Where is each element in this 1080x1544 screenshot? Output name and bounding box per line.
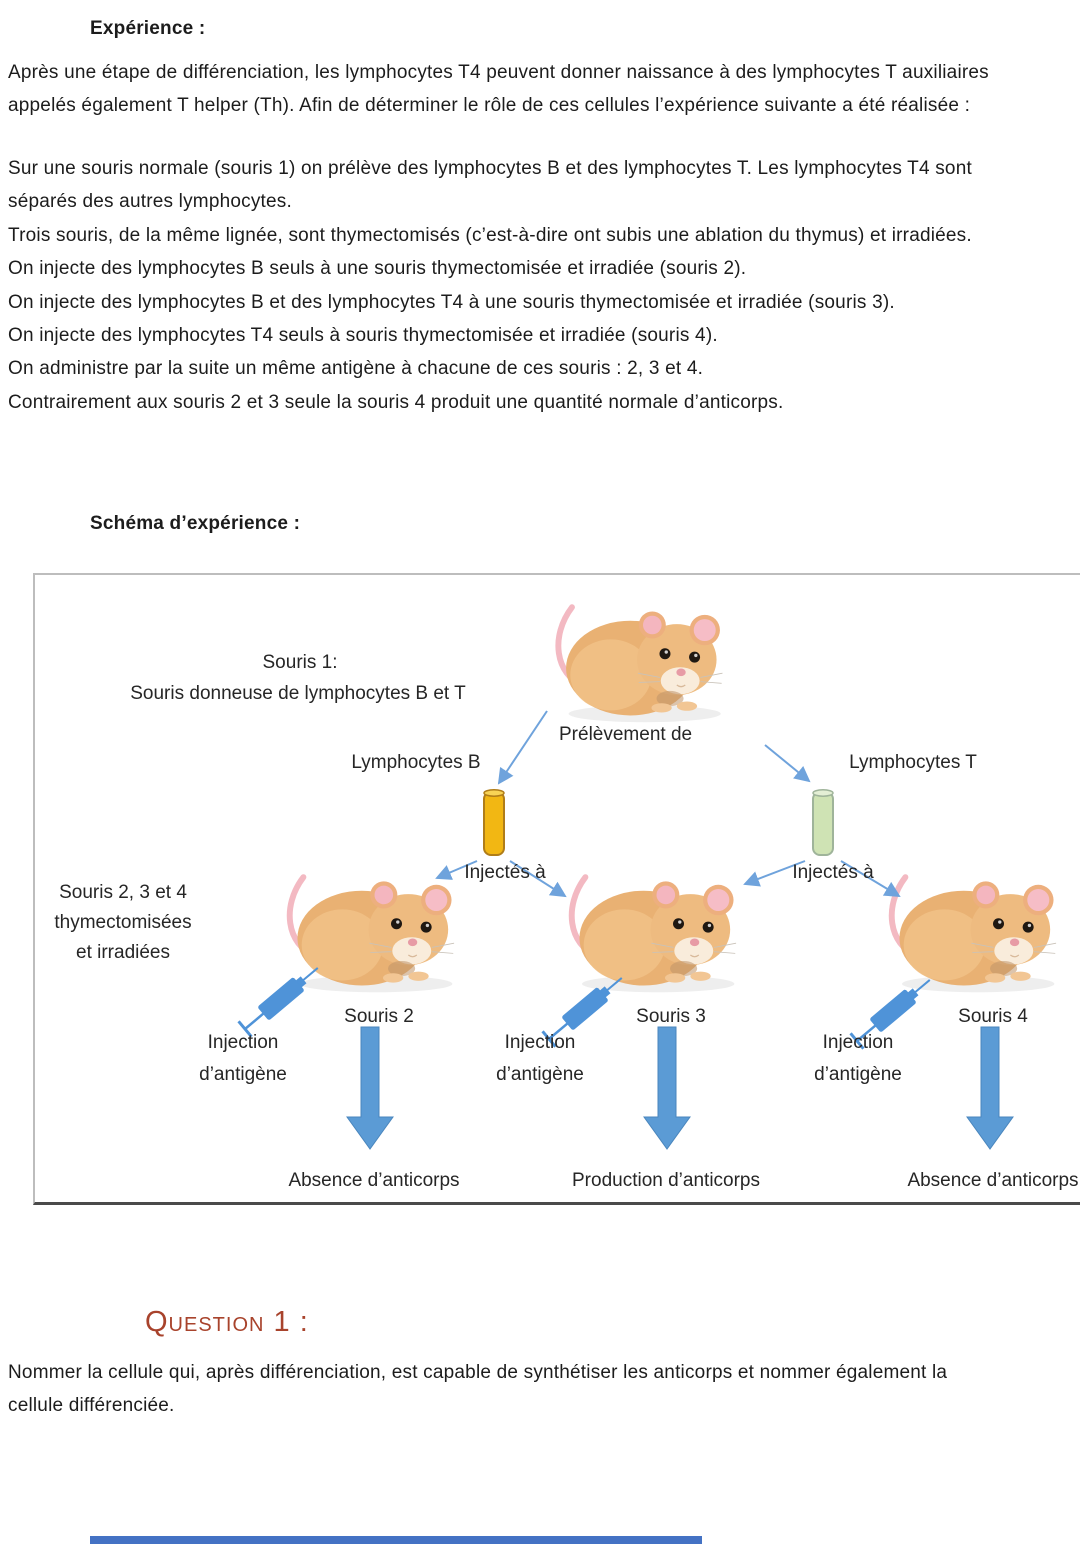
injection-antigene-label-left	[199, 1027, 287, 1091]
text-line: et irradiées	[76, 942, 170, 963]
intro-paragraph	[8, 56, 989, 123]
result-souris4-label: Absence d’anticorps	[907, 1170, 1079, 1191]
text-line: On administre par la suite un même antigène à chacune de ces souris : 2, 3 et 4.	[8, 358, 704, 380]
transfer-arrow-to-tube-t	[765, 745, 809, 781]
text-line: thymectomisées	[54, 912, 192, 933]
text-line: appelés également T helper (Th). Afin de déterminer le rôle de ces cellules l’expérience suivante a été réalisée :	[8, 95, 971, 117]
prelevement-label: Prélèvement de	[559, 724, 693, 745]
text-line: Nommer la cellule qui, après différenciation, est capable de synthétiser les anticorps et nommer également la	[8, 1362, 948, 1383]
souris1-title: Souris 1:	[262, 652, 338, 673]
transfer-arrow-to-tube-b	[499, 711, 547, 783]
souris4-label: Souris 4	[958, 1006, 1028, 1027]
experiment-paragraph	[8, 152, 972, 419]
injectes-a-label-right: Injectés à	[792, 862, 874, 883]
souris1-subtitle: Souris donneuse de lymphocytes B et T	[130, 683, 466, 704]
bottom-blue-bar	[90, 1536, 702, 1544]
souris3-label: Souris 3	[636, 1006, 706, 1027]
result-souris3-label: Production d’anticorps	[572, 1170, 760, 1191]
schema-illustration	[35, 575, 1080, 1202]
schema-heading: Schéma d’expérience :	[90, 513, 301, 534]
text-line: cellule différenciée.	[8, 1395, 175, 1417]
text-line: d’antigène	[199, 1064, 287, 1085]
test-tube-lymphocytes-b	[484, 790, 504, 855]
group-souris-234-label	[54, 878, 191, 968]
text-line: On injecte des lymphocytes B seuls à une souris thymectomisée et irradiée (souris 2).	[8, 258, 747, 280]
text-line: d’antigène	[814, 1064, 902, 1085]
text-line: Injection	[207, 1032, 279, 1053]
result-arrow-souris-2	[347, 1027, 393, 1149]
injection-antigene-label-right	[814, 1027, 902, 1091]
experience-heading: Expérience :	[90, 18, 206, 39]
text-line: Sur une souris normale (souris 1) on prélève des lymphocytes B et des lymphocytes T. Les lymphocytes T4 sont	[8, 158, 972, 179]
question-heading: Question 1 :	[145, 1306, 309, 1338]
schema-figure	[33, 573, 1080, 1205]
mouse-photo-souris-4	[892, 877, 1056, 992]
mouse-photo-souris-1	[558, 607, 722, 722]
result-arrow-souris-3	[644, 1027, 690, 1149]
lymphocytes-b-label: Lymphocytes B	[351, 752, 481, 773]
syringe-icon-souris-2	[239, 960, 325, 1036]
souris2-label: Souris 2	[344, 1006, 414, 1027]
text-line: Trois souris, de la même lignée, sont thymectomisés (c’est-à-dire ont subis une ablation du thymus) et irradiées.	[8, 224, 972, 246]
text-line: Contrairement aux souris 2 et 3 seule la souris 4 produit une quantité normale d’anticorps.	[8, 391, 784, 413]
mouse-photo-souris-3	[572, 877, 736, 992]
text-line: Injection	[504, 1032, 576, 1053]
injection-antigene-label-middle	[496, 1027, 584, 1091]
mouse-photo-souris-2	[290, 877, 454, 992]
lymphocytes-t-label: Lymphocytes T	[849, 752, 977, 773]
test-tube-lymphocytes-t	[813, 790, 833, 855]
text-line: On injecte des lymphocytes T4 seuls à souris thymectomisée et irradiée (souris 4).	[8, 324, 718, 346]
question-text	[8, 1356, 947, 1423]
text-line: séparés des autres lymphocytes.	[8, 191, 292, 213]
text-line: Après une étape de différenciation, les lymphocytes T4 peuvent donner naissance à des lymphocytes T auxiliaires	[8, 62, 989, 83]
injectes-a-label-left: Injectés à	[464, 862, 546, 883]
text-line: On injecte des lymphocytes B et des lymphocytes T4 à une souris thymectomisée et irradiée (souris 3).	[8, 291, 895, 313]
result-souris2-label: Absence d’anticorps	[288, 1170, 460, 1191]
text-line: d’antigène	[496, 1064, 584, 1085]
result-arrow-souris-4	[967, 1027, 1013, 1149]
text-line: Injection	[822, 1032, 894, 1053]
text-line: Souris 2, 3 et 4	[59, 882, 187, 903]
